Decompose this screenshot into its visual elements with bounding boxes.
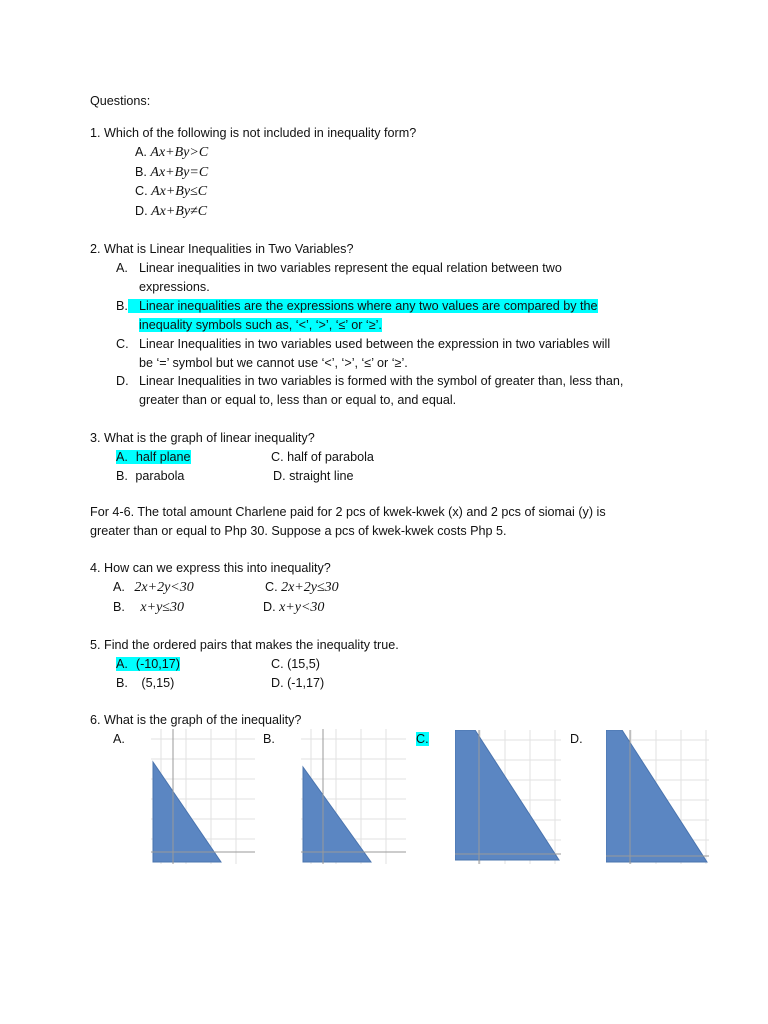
option-letter: B. <box>116 676 128 690</box>
question-6-text: 6. What is the graph of the inequality? <box>90 713 302 727</box>
question-5-text: 5. Find the ordered pairs that makes the inequality true. <box>90 638 399 652</box>
context-line2: greater than or equal to Php 30. Suppose a pcs of kwek-kwek costs Php 5. <box>90 524 507 538</box>
graph-option-b[interactable] <box>301 729 406 864</box>
option-letter: B. <box>113 600 125 614</box>
option-letter: B. <box>116 469 128 483</box>
q2-option-a-line1[interactable]: Linear inequalities in two variables represent the equal relation between two <box>139 261 562 275</box>
q3-option-c[interactable]: C. half of parabola <box>271 450 374 464</box>
q5-option-a[interactable] <box>116 657 180 671</box>
q1-option-a[interactable] <box>135 145 208 161</box>
q6-label-c[interactable]: C. <box>416 732 429 746</box>
q6-label-a[interactable]: A. <box>113 732 125 746</box>
question-2-text: 2. What is Linear Inequalities in Two Variables? <box>90 242 354 256</box>
option-formula: Ax+By≤C <box>151 184 208 199</box>
graph-option-a[interactable] <box>151 729 255 864</box>
option-letter: D. <box>135 204 148 218</box>
q5-option-b[interactable] <box>116 676 174 690</box>
question-4-text: 4. How can we express this into inequality? <box>90 561 331 575</box>
context-line1: For 4-6. The total amount Charlene paid for 2 pcs of kwek-kwek (x) and 2 pcs of siomai (y) is <box>90 505 606 519</box>
option-formula: 2x+2y<30 <box>134 580 194 595</box>
option-text: half plane <box>128 450 191 464</box>
option-formula: 2x+2y≤30 <box>281 580 339 595</box>
q2-option-c-line1[interactable]: Linear Inequalities in two variables used between the expression in two variables will <box>139 337 611 351</box>
q5-option-d[interactable]: D. (-1,17) <box>271 676 325 690</box>
option-formula: Ax+By>C <box>150 145 209 160</box>
q2-option-c-line2[interactable]: be ‘=’ symbol but we cannot use ‘<’, ‘>’, ‘≤’ or ‘≥’. <box>139 356 408 370</box>
q2-option-b-line1[interactable]: Linear inequalities are the expressions where any two values are compared by the <box>128 299 598 313</box>
q3-option-a[interactable] <box>116 450 191 464</box>
option-formula: x+y<30 <box>279 600 325 615</box>
option-letter: A. <box>116 657 128 671</box>
option-formula: Ax+By=C <box>150 165 209 180</box>
q2-option-a-line2[interactable]: expressions. <box>139 280 210 294</box>
q1-option-b[interactable] <box>135 165 208 181</box>
q3-option-b[interactable] <box>116 469 184 483</box>
option-letter: B. <box>135 165 147 179</box>
option-letter: D. <box>263 600 276 614</box>
option-text: (-10,17) <box>128 657 180 671</box>
q2-option-b-line2[interactable]: inequality symbols such as, ‘<’, ‘>’, ‘≤’ or ‘≥’. <box>139 318 382 332</box>
q2-option-d-line1[interactable]: Linear Inequalities in two variables is formed with the symbol of greater than, less than, <box>139 374 624 388</box>
graph-option-d[interactable] <box>606 730 709 864</box>
q2-option-a-letter: A. <box>116 261 128 275</box>
question-3-text: 3. What is the graph of linear inequality? <box>90 431 315 445</box>
q2-option-d-letter: D. <box>116 374 129 388</box>
q3-option-d[interactable]: D. straight line <box>273 469 354 483</box>
q5-option-c[interactable]: C. (15,5) <box>271 657 320 671</box>
q6-label-b[interactable]: B. <box>263 732 275 746</box>
q2-option-b-letter: B. <box>116 299 128 313</box>
option-text: parabola <box>135 469 185 483</box>
option-letter: A. <box>135 145 147 159</box>
option-text: (5,15) <box>141 676 175 690</box>
page-heading: Questions: <box>90 94 151 108</box>
q2-option-c-letter: C. <box>116 337 129 351</box>
q4-option-b[interactable] <box>113 600 184 616</box>
option-formula: x+y≤30 <box>140 600 184 615</box>
q4-option-a[interactable] <box>113 580 194 596</box>
question-1-text: 1. Which of the following is not included in inequality form? <box>90 126 417 140</box>
q1-option-c[interactable] <box>135 184 207 200</box>
option-letter: C. <box>265 580 278 594</box>
option-letter: A. <box>113 580 125 594</box>
option-letter: C. <box>135 184 148 198</box>
option-letter: A. <box>116 450 128 464</box>
shaded-region <box>455 730 559 860</box>
option-formula: Ax+By≠C <box>151 204 208 219</box>
q6-label-d[interactable]: D. <box>570 732 583 746</box>
q4-option-c[interactable] <box>265 580 339 596</box>
q2-option-d-line2[interactable]: greater than or equal to, less than or equal to, and equal. <box>139 393 457 407</box>
graph-option-c[interactable] <box>455 730 561 864</box>
q4-option-d[interactable] <box>263 600 324 616</box>
q1-option-d[interactable] <box>135 204 207 220</box>
